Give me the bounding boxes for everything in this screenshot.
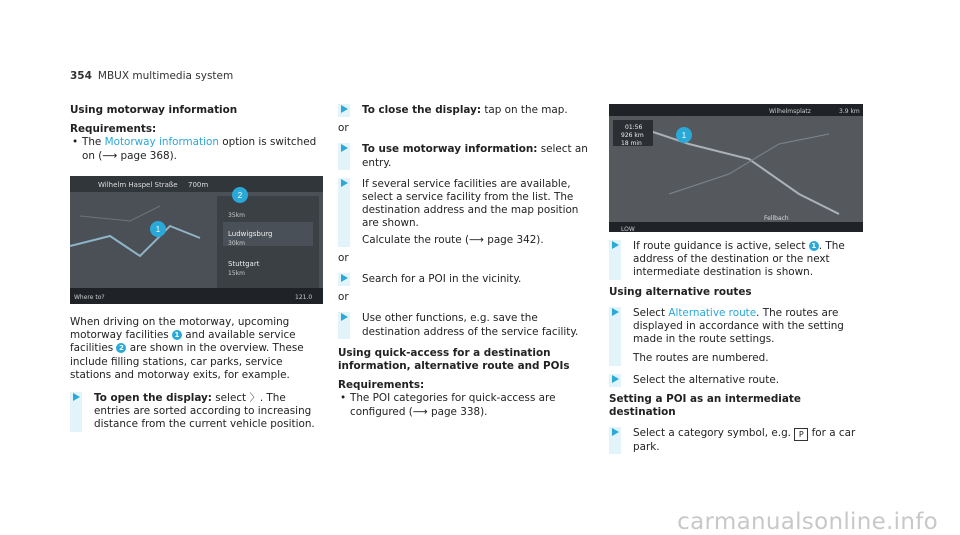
step-arrow-icon <box>341 144 348 152</box>
step-arrow-icon <box>341 274 348 282</box>
section-heading: Using quick-access for a destination information, alternative route and POIs <box>338 346 570 373</box>
column-1-text <box>70 316 322 432</box>
step-guidance: If route guidance is active, select 1 . The address of the destination or the next intermediate destination is shown. <box>609 240 871 280</box>
poi-distance: 15km <box>228 270 245 277</box>
watermark: carmanualsonline.info <box>677 508 938 535</box>
section-heading: Setting a POI as an intermediate destination <box>609 392 801 419</box>
map-graphic <box>70 176 323 304</box>
distance-label: 700m <box>188 181 209 189</box>
step-arrow-icon <box>341 179 348 187</box>
step-arrow-icon <box>612 308 619 316</box>
page-title: MBUX multimedia system <box>97 70 234 82</box>
time-label: 01:56 <box>625 124 643 131</box>
column-1 <box>70 104 322 163</box>
routes-numbered: The routes are numbered. <box>633 352 769 365</box>
step-arrow-icon <box>612 428 619 436</box>
step-search: Search for a POI in the vicinity. <box>338 273 590 286</box>
requirements-label: Requirements: <box>338 379 425 392</box>
step-open-display: To open the display: select 〉. The entries are sorted according to increasing distance from the current vehicle position. <box>70 392 322 432</box>
or-text: or <box>338 251 349 264</box>
or-text: or <box>338 122 349 135</box>
step-several: If several service facilities are available, select a service facility from the list. The destination address and the map position are shown. Calculate the route (⟶ page 342). <box>338 178 590 247</box>
arrow-icon: ⟶ <box>102 149 118 162</box>
step-arrow-icon <box>341 313 348 321</box>
parking-icon: P <box>794 428 808 441</box>
chevron-right-icon: 〉 <box>249 392 260 405</box>
column-2 <box>338 104 590 419</box>
km-label: 926 km <box>621 132 644 139</box>
svg-text:1: 1 <box>155 225 161 234</box>
step-use-info: To use motorway information: select an entry. <box>338 143 590 169</box>
motorway-screen-image <box>70 176 323 304</box>
body-text: When driving on the motorway, upcoming motorway facilities 1 and available service facilities 2 are shown in the overview. These include filling stations, car parks, service stations and motorway exits, for example. <box>70 316 304 381</box>
step-arrow-icon <box>341 105 348 113</box>
step-arrow-icon <box>612 375 619 383</box>
distance-label: 3.9 km <box>839 108 860 115</box>
or-text: or <box>338 291 349 304</box>
section-heading: Using motorway information <box>70 104 238 116</box>
svg-text:2: 2 <box>237 191 243 200</box>
street-label: Wilhelmsplatz <box>769 108 811 115</box>
alternative-route-link[interactable]: Alternative route <box>668 306 757 319</box>
step-category: Select a category symbol, e.g. P for a car park. <box>609 427 871 454</box>
poi-name[interactable]: Ludwigsburg <box>228 230 273 238</box>
poi-distance: 30km <box>228 240 245 247</box>
place-label: Fellbach <box>764 215 789 222</box>
step-other: Use other functions, e.g. save the destination address of the service facility. <box>338 312 590 338</box>
callout-1-icon: 1 <box>172 330 182 340</box>
step-arrow-icon <box>73 393 80 401</box>
arrow-icon: ⟶ <box>412 405 428 418</box>
alt-route-screen-image <box>609 104 863 232</box>
minutes-label: 18 min <box>621 140 642 147</box>
where-to-button[interactable]: Where to? <box>74 294 105 301</box>
arrow-icon: ⟶ <box>469 233 484 246</box>
section-heading: Using alternative routes <box>609 285 752 298</box>
callout-1-icon: 1 <box>809 241 819 251</box>
step-select-alt: Select Alternative route. The routes are displayed in accordance with the setting made in the route settings. The routes are numbered. <box>609 307 871 366</box>
page-number: 354 <box>70 70 92 82</box>
street-label: Wilhelm Haspel Straße <box>98 181 178 189</box>
requirements-label: Requirements: <box>70 123 157 136</box>
callout-2-icon: 2 <box>116 343 126 353</box>
map-graphic <box>609 104 863 232</box>
poi-distance: 35km <box>228 212 245 219</box>
step-select-alt-route: Select the alternative route. <box>609 374 871 387</box>
svg-text:1: 1 <box>681 131 687 140</box>
poi-name[interactable]: Stuttgart <box>228 260 260 268</box>
step-close-display: To close the display: tap on the map. <box>338 104 590 117</box>
page-header <box>70 70 233 83</box>
odometer: 121.0 <box>295 294 313 301</box>
fuel-label: LOW <box>621 226 635 232</box>
requirement-item: • The Motorway information option is switched on (⟶ page 368). <box>70 136 322 162</box>
motorway-information-link[interactable]: Motorway information <box>104 136 219 149</box>
step-arrow-icon <box>612 241 619 249</box>
column-3 <box>609 240 871 454</box>
requirement-item: • The POI categories for quick-access are configured (⟶ page 338). <box>338 392 590 418</box>
